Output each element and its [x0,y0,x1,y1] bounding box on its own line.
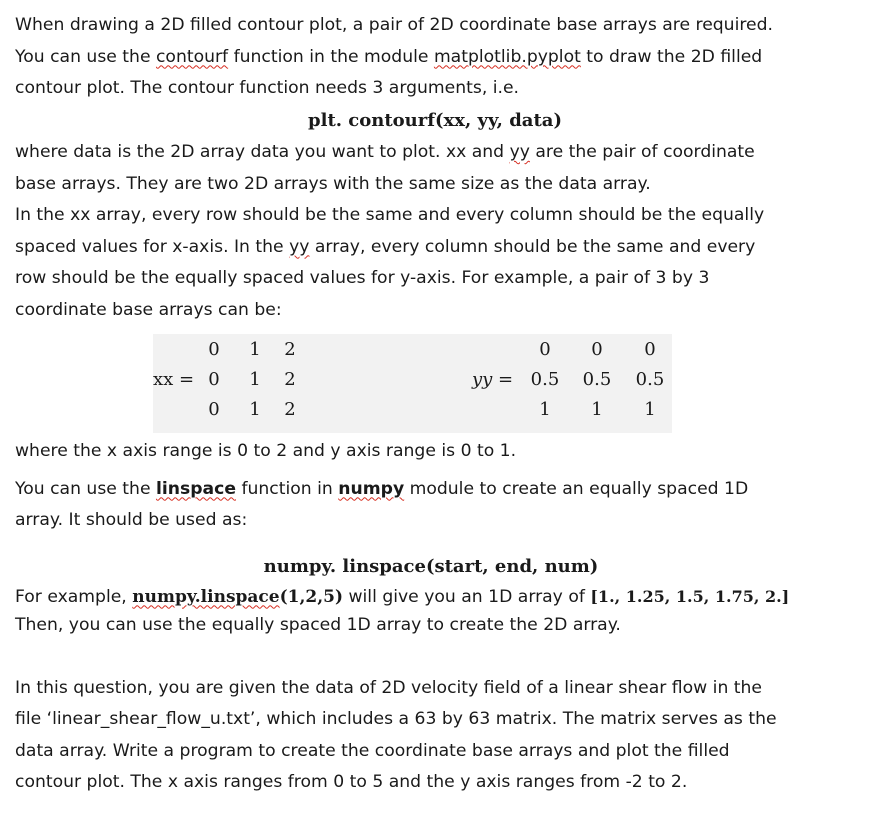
yy-cell: 0.5 [530,369,560,390]
example-func: numpy.linspace [132,586,280,607]
xx-cell: 0 [208,339,220,360]
linspace-then [15,611,875,639]
explain-line-4 [15,232,875,264]
linspace-example [15,583,875,611]
linspace-line-1 [15,474,875,506]
spacer [15,639,875,673]
contourf-term: contourf [155,46,229,67]
explain-text-1c: are the pair of coordinate [529,142,755,162]
xx-cell: 1 [249,399,261,420]
range-note [15,436,875,468]
example-result: [1., 1.25, 1.5, 1.75, 2.] [590,586,790,606]
yy-cell: 1 [591,399,603,420]
question-text-3: data array. Write a program to create the coordinate base arrays and plot the filled [15,740,730,761]
matrix-row-2 [153,369,672,399]
question-line-1 [15,673,875,705]
question-line-2 [15,704,875,736]
explain-line-6 [15,295,875,327]
matrix-example-box [153,334,672,433]
spacer [15,537,875,551]
xx-cell: 2 [284,369,296,390]
explain-text-4a: spaced values for x-axis. In the [15,236,290,257]
intro-text-2c: function in the module [228,46,434,67]
xx-cell: 1 [249,339,261,360]
xx-label: xx = [153,369,195,390]
linspace-text-1c: function in [235,478,339,499]
explain-text-1a: where data is the 2D array data you want to plot. xx and [15,142,510,162]
xx-cell: 0 [208,399,220,420]
matplotlib-term: matplotlib.pyplot [433,46,581,67]
range-note-text: where the x axis range is 0 to 2 and y axis range is 0 to 1. [15,441,517,461]
linspace-line-2 [15,505,875,537]
intro-line-1 [15,10,875,42]
xx-cell: 0 [208,369,220,390]
question-text-1: In this question, you are given the data of 2D velocity field of a linear shear flow in the [15,677,763,698]
example-text-a: For example, [15,586,133,607]
matrix-row-3 [153,399,672,429]
yy-cell: 0.5 [582,369,612,390]
explain-line-2 [15,169,875,201]
xx-cell: 2 [284,399,296,420]
intro-text-3: contour plot. The contour function needs 3 arguments, i.e. [15,78,520,98]
yy-cell: 0.5 [635,369,665,390]
example-text-d: will give you an 1D array of [343,586,591,607]
linspace-formula-text: numpy. linspace(start, end, num) [263,555,599,577]
question-line-4 [15,767,875,799]
yy-label: yy = [472,369,514,390]
contourf-formula-text: plt. contourf(xx, yy, data) [308,109,562,131]
yy-term-2: yy [289,236,310,257]
intro-line-2 [15,42,875,74]
explain-line-1 [15,137,875,169]
explain-text-5: row should be the equally spaced values for y-axis. For example, a pair of 3 by 3 [15,268,710,288]
intro-text-2a: You can use the [15,46,156,67]
explain-line-3 [15,200,875,232]
explain-line-5 [15,263,875,295]
yy-cell: 1 [539,399,551,420]
explain-text-6: coordinate base arrays can be: [15,299,282,320]
linspace-text-1e: module to create an equally spaced 1D [404,478,749,499]
linspace-then-text: Then, you can use the equally spaced 1D array to create the 2D array. [15,614,621,635]
linspace-text-1a: You can use the [15,478,156,499]
linspace-formula [15,551,875,583]
explain-text-2: base arrays. They are two 2D arrays with the same size as the data array. [15,173,651,194]
linspace-text-2: array. It should be used as: [15,510,248,530]
question-text-4: contour plot. The x axis ranges from 0 to 5 and the y axis ranges from -2 to 2. [15,772,688,792]
intro-text-2e: to draw the 2D filled [580,46,763,67]
contourf-formula [15,105,875,138]
yy-cell: 0 [644,339,656,360]
question-line-3 [15,736,875,768]
yy-cell: 1 [644,399,656,420]
explain-text-3: In the xx array, every row should be the same and every column should be the equally [15,205,765,225]
explain-text-4c: array, every column should be the same and every [309,236,756,257]
xx-cell: 2 [284,339,296,360]
yy-cell: 0 [539,339,551,360]
question-text-2: file ‘linear_shear_flow_u.txt’, which includes a 63 by 63 matrix. The matrix serves as the [15,709,777,729]
example-args: (1,2,5) [279,586,344,607]
document-body [15,10,875,799]
intro-line-3 [15,73,875,105]
yy-term: yy [509,142,530,162]
linspace-term: linspace [155,478,236,499]
xx-cell: 1 [249,369,261,390]
intro-text-1: When drawing a 2D filled contour plot, a pair of 2D coordinate base arrays are required. [15,15,773,35]
numpy-term: numpy [338,478,405,499]
yy-cell: 0 [591,339,603,360]
matrix-row-1 [153,339,672,369]
